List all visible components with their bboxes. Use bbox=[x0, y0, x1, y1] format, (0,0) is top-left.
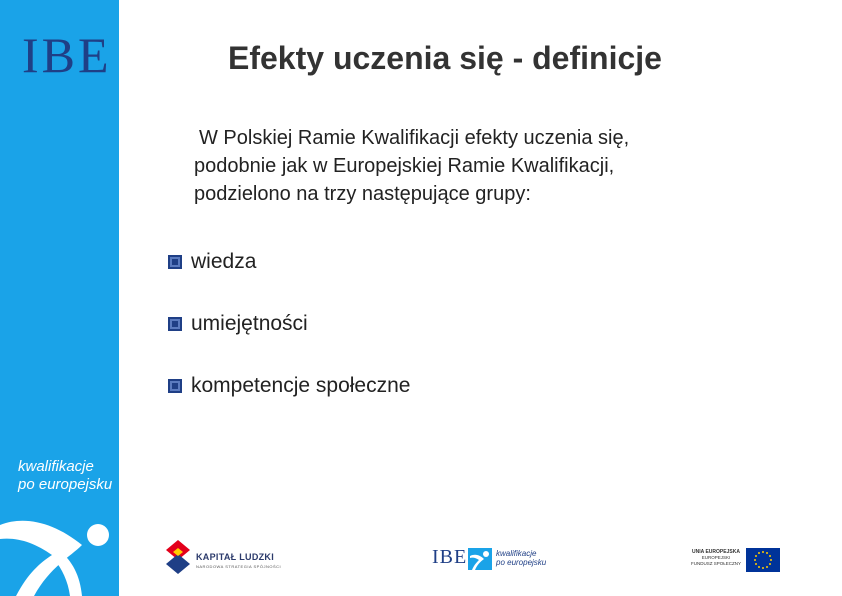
sidebar-tagline bbox=[18, 458, 118, 494]
kpe-line-1: kwalifikacje bbox=[496, 549, 537, 558]
kapital-ludzki-logo-icon bbox=[166, 540, 190, 576]
ibe-footer-logo: IBE bbox=[432, 546, 468, 568]
eu-line-1: UNIA EUROPEJSKA bbox=[692, 549, 740, 555]
bullet-text: umiejętności bbox=[191, 312, 308, 335]
eu-line-2: EUROPEJSKI bbox=[701, 555, 731, 560]
eu-line-3: FUNDUSZ SPOŁECZNY bbox=[690, 561, 741, 566]
bullet-text: wiedza bbox=[191, 250, 257, 273]
kpe-logo-icon bbox=[468, 548, 492, 570]
intro-line-1: W Polskiej Ramie Kwalifikacji efekty uczenia się, bbox=[199, 127, 630, 149]
sidebar bbox=[0, 0, 119, 596]
kpe-footer-tagline bbox=[496, 549, 546, 567]
checkbox-bullet-icon bbox=[168, 317, 182, 331]
intro-line-3: podzielono na trzy następujące grupy: bbox=[194, 183, 531, 205]
list-item bbox=[168, 250, 256, 274]
slide-title: Efekty uczenia się - definicje bbox=[228, 40, 662, 76]
checkbox-bullet-icon bbox=[168, 379, 182, 393]
eu-flag-icon bbox=[746, 548, 780, 572]
tagline-line-1: kwalifikacje bbox=[18, 458, 94, 475]
eu-label bbox=[688, 549, 744, 567]
kapital-ludzki-label: KAPITAŁ LUDZKI bbox=[196, 552, 275, 562]
person-figure-icon bbox=[0, 505, 119, 596]
intro-paragraph bbox=[194, 124, 754, 208]
kpe-line-2: po europejsku bbox=[496, 558, 547, 567]
list-item bbox=[168, 312, 308, 336]
list-item bbox=[168, 374, 410, 398]
intro-line-2: podobnie jak w Europejskiej Ramie Kwalifikacji, bbox=[194, 155, 615, 177]
kapital-ludzki-subtitle: NARODOWA STRATEGIA SPÓJNOŚCI bbox=[196, 564, 282, 569]
ibe-logo: IBE bbox=[22, 27, 112, 83]
bullet-text: kompetencje społeczne bbox=[191, 374, 411, 397]
tagline-line-2: po europejsku bbox=[18, 476, 113, 493]
checkbox-bullet-icon bbox=[168, 255, 182, 269]
